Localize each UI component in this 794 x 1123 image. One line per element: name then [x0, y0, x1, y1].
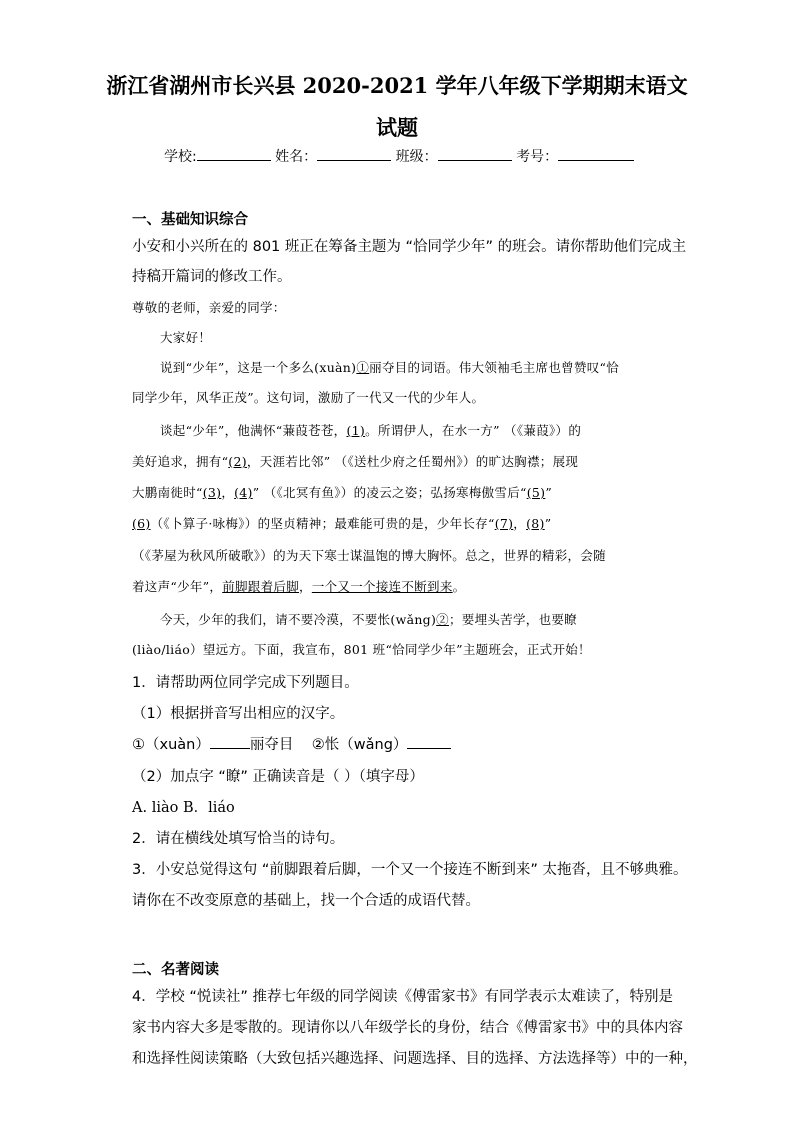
question-1-1-items [132, 733, 672, 754]
text: （《卜算子·咏梅》）的坚贞精神；最难能可贵的是，少年长存“ [150, 516, 495, 531]
question-1-1: （1）根据拼音写出相应的汉字。 [132, 706, 345, 722]
underlined-phrase-1: 前脚跟着后脚 [222, 579, 299, 594]
school-label: 学校: [164, 149, 197, 165]
text: 丽夺目 [249, 737, 294, 753]
number-label: 考号： [516, 149, 559, 165]
text: ②怅（wǎng） [311, 737, 408, 753]
text: ， [221, 485, 235, 500]
speech-greeting: 尊敬的老师，亲爱的同学： [132, 300, 286, 315]
text: ， [513, 516, 527, 531]
blank-7[interactable]: (7) [494, 516, 514, 531]
marker-2: ② [436, 612, 449, 627]
text: 。 [452, 579, 466, 594]
question-4-line-1: 4．学校 “悦读社” 推荐七年级的同学阅读《傅雷家书》有同学表示太难读了，特别是 [132, 989, 673, 1005]
text: ；要埋头苦学，也要瞭 [448, 612, 577, 627]
speech-para-1-line-1 [160, 358, 700, 376]
speech-para-1-line-2: 同学少年，风华正茂”。这句词，激励了一代又一代的少年人。 [132, 390, 485, 405]
text: 大鹏南徙时“ [132, 485, 203, 500]
text: ，天涯若比邻” （《送杜少府之任蜀州》）的旷达胸襟；展现 [246, 454, 579, 469]
question-2: 2．请在横线处填写恰当的诗句。 [132, 831, 345, 847]
blank-1[interactable]: (1) [346, 423, 366, 438]
text: 丽夺目的词语。伟大领袖毛主席也曾赞叹“恰 [369, 360, 620, 375]
question-3-line-2: 请你在不改变原意的基础上，找一个合适的成语代替。 [132, 893, 480, 909]
question-3-line-1: 3．小安总觉得这句 “前脚跟着后脚，一个又一个接连不断到来” 太拖沓，且不够典雅。 [132, 862, 688, 878]
blank-4[interactable]: (4) [234, 485, 253, 500]
text: 。所谓伊人，在水一方” （《蒹葭》）的 [365, 423, 582, 438]
question-1: 1．请帮助两位同学完成下列题目。 [132, 675, 359, 691]
text: ， [299, 579, 312, 594]
blank-6[interactable]: (6) [132, 516, 151, 531]
question-1-2: （2）加点字 “瞭” 正确读音是（ ）（填字母） [132, 769, 424, 785]
blank-3[interactable]: (3) [202, 485, 222, 500]
class-label: 班级： [395, 149, 438, 165]
number-blank[interactable] [558, 146, 634, 161]
question-4-line-3: 和选择性阅读策略（大致包括兴趣选择、问题选择、目的选择、方法选择等）中的一种， [132, 1051, 698, 1067]
section-1-heading: 一、基础知识综合 [132, 212, 248, 228]
name-label: 姓名： [275, 149, 318, 165]
underlined-phrase-2: 一个又一个接连不断到来 [311, 579, 453, 594]
blank-8[interactable]: (8) [526, 516, 545, 531]
exam-title-line-1: 浙江省湖州市长兴县 2020-2021 学年八年级下学期期末语文 [106, 73, 688, 98]
speech-para-3-line-1 [160, 610, 700, 628]
class-blank[interactable] [438, 146, 512, 161]
speech-hello: 大家好！ [160, 330, 212, 345]
text: ” [544, 516, 552, 531]
name-blank[interactable] [317, 146, 391, 161]
question-1-2-options: A. liào B．liáo [132, 800, 235, 816]
answer-blank-2[interactable] [407, 734, 451, 749]
speech-para-3-line-2: (liào/liáo）望远方。下面，我宣布，801 班“恰同学少年”主题班会，正式开始！ [132, 642, 591, 657]
speech-para-2-line-5: （《茅屋为秋风所破歌》）的为天下寒士谋温饱的博大胸怀。总之，世界的精彩，会随 [132, 548, 606, 563]
text: 着这声“少年”， [132, 579, 223, 594]
section-2-heading: 二、名著阅读 [132, 962, 219, 978]
text: 谈起“少年”，他满怀“蒹葭苍苍， [160, 423, 347, 438]
question-4-line-2: 家书内容大多是零散的。现请你以八年级学长的身份，结合《傅雷家书》中的具体内容 [132, 1020, 683, 1036]
text: ” （《北冥有鱼》）的凌云之姿；弘扬寒梅傲雪后“ [252, 485, 527, 500]
speech-para-2-line-3 [132, 483, 672, 501]
marker-1: ① [356, 360, 370, 375]
answer-blank-1[interactable] [210, 734, 250, 749]
student-info-row [164, 146, 664, 166]
blank-5[interactable]: (5) [526, 485, 546, 500]
exam-title-line-2: 试题 [376, 115, 418, 140]
speech-para-2-line-1 [160, 421, 700, 439]
intro-line-2: 持稿开篇词的修改工作。 [132, 269, 292, 285]
speech-para-2-line-6 [132, 577, 672, 595]
text: ①（xuàn） [132, 737, 210, 753]
text: 美好追求，拥有“ [132, 454, 229, 469]
blank-2[interactable]: (2) [228, 454, 247, 469]
text: 说到“少年”，这是一个多么(xuàn) [160, 360, 357, 375]
school-blank[interactable] [197, 146, 271, 161]
speech-para-2-line-4 [132, 514, 672, 532]
text: 今天，少年的我们，请不要冷漠，不要怅(wǎng) [160, 612, 437, 627]
intro-line-1: 小安和小兴所在的 801 班正在筹备主题为 “恰同学少年” 的班会。请你帮助他们完成主 [132, 239, 687, 255]
speech-para-2-line-2 [132, 452, 672, 470]
text: ” [545, 485, 553, 500]
